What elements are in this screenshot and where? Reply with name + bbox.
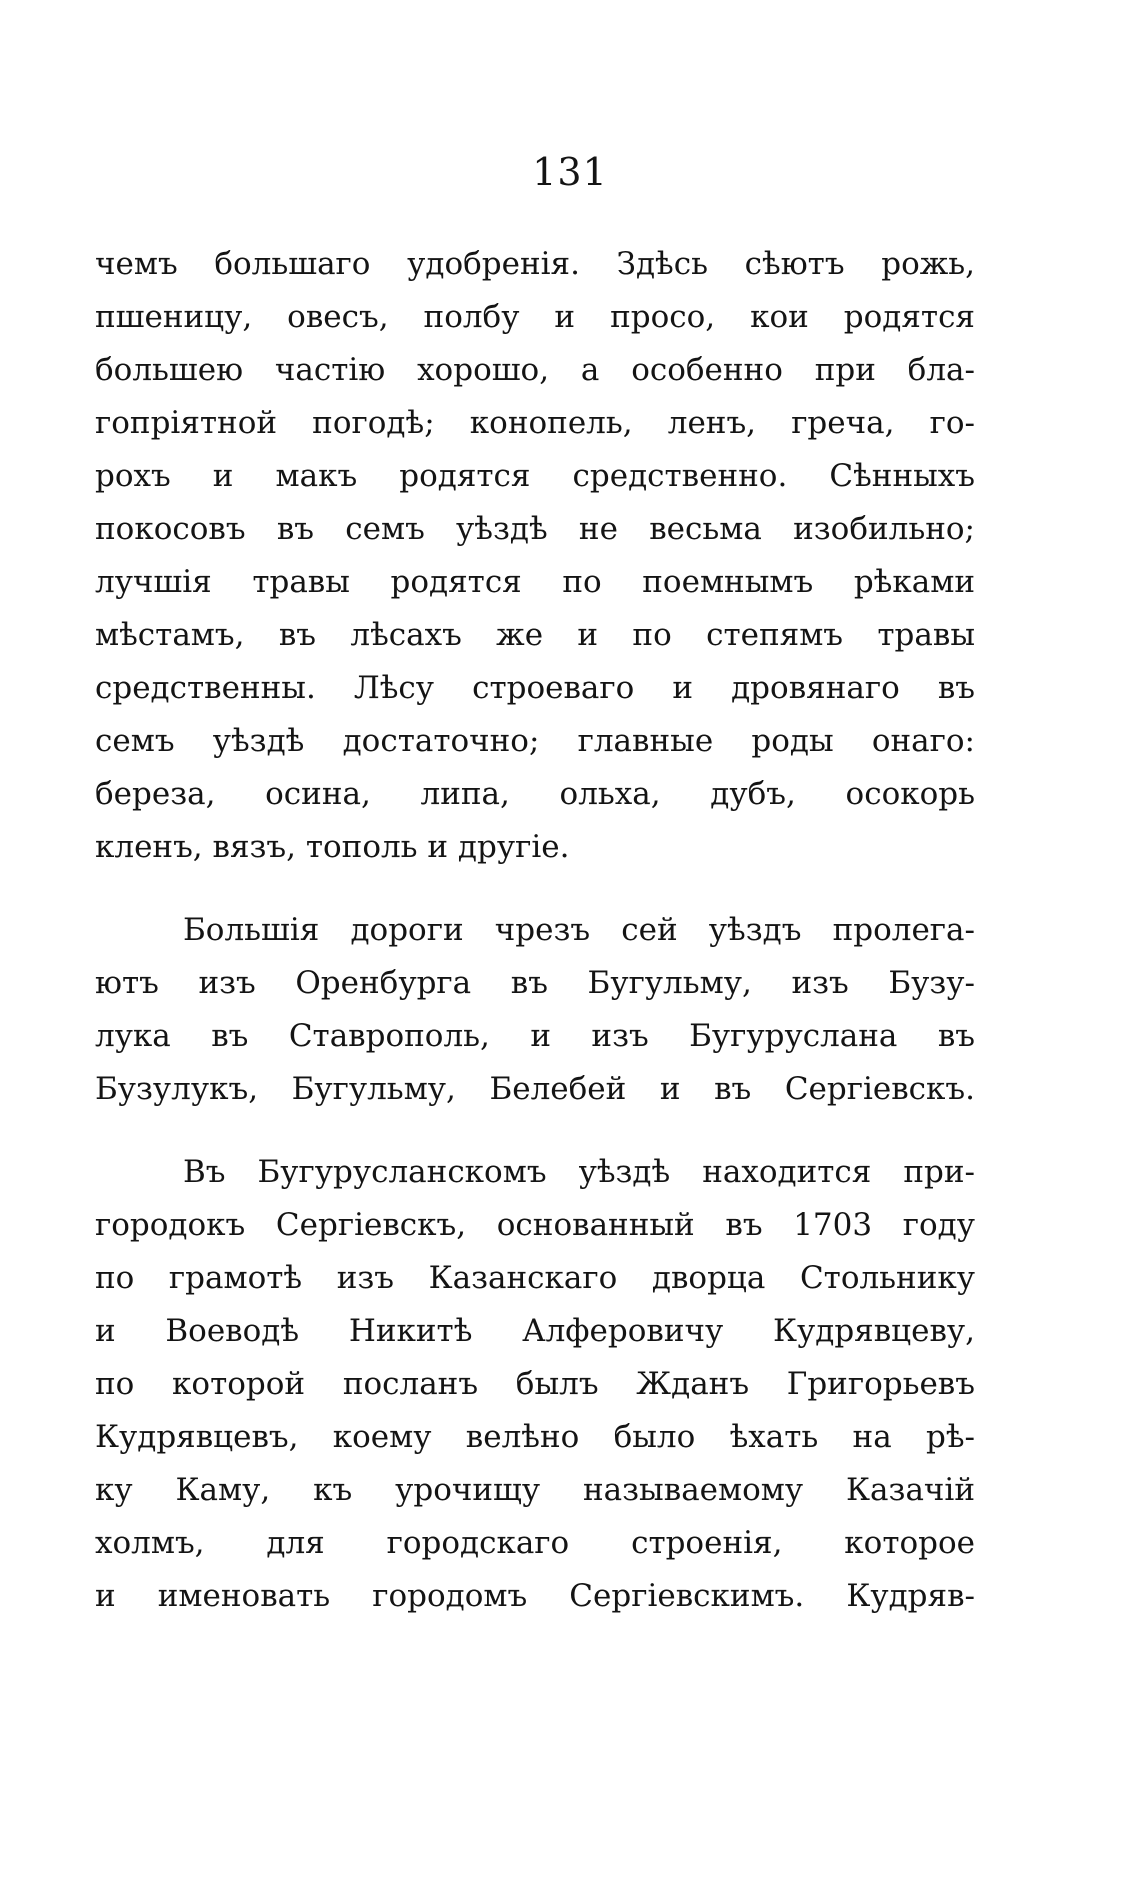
paragraph-3 <box>95 1146 975 1623</box>
text-line: холмъ, для городскаго строенія, которое <box>95 1525 975 1561</box>
text-line: чемъ большаго удобренія. Здѣсь сѣютъ рожь, <box>95 246 975 282</box>
text-line: мѣстамъ, въ лѣсахъ же и по степямъ травы <box>95 617 975 653</box>
text-line: ютъ изъ Оренбурга въ Бугульму, изъ Бузу- <box>95 965 975 1001</box>
text-line: и именовать городомъ Сергіевскимъ. Кудряв- <box>95 1578 975 1614</box>
text-line: по которой посланъ былъ Жданъ Григорьевъ <box>95 1366 975 1402</box>
text-line: городокъ Сергіевскъ, основанный въ 1703 году <box>95 1207 975 1243</box>
text-line: рохъ и макъ родятся средственно. Сѣнныхъ <box>95 458 975 494</box>
paragraph-1 <box>95 238 975 874</box>
text-line: покосовъ въ семъ уѣздѣ не весьма изобильно; <box>95 511 975 547</box>
text-line: по грамотѣ изъ Казанскаго дворца Стольнику <box>95 1260 975 1296</box>
text-line: кленъ, вязъ, тополь и другіе. <box>95 829 570 865</box>
page-number: 131 <box>532 150 608 194</box>
text-line: пшеницу, овесъ, полбу и просо, кои родятся <box>95 299 975 335</box>
text-line: Кудрявцевъ, коему велѣно было ѣхать на рѣ- <box>95 1419 975 1455</box>
text-line: лука въ Ставрополь, и изъ Бугуруслана въ <box>95 1018 975 1054</box>
paragraph-2 <box>95 904 975 1116</box>
text-line: и Воеводѣ Никитѣ Алферовичу Кудрявцеву, <box>95 1313 975 1349</box>
paragraph-spacer <box>95 874 975 904</box>
text-line: лучшія травы родятся по поемнымъ рѣками <box>95 564 975 600</box>
paragraph-spacer <box>95 1116 975 1146</box>
text-line: береза, осина, липа, ольха, дубъ, осокорь <box>95 776 975 812</box>
text-line: гопріятной погодѣ; конопель, ленъ, греча, го- <box>95 405 975 441</box>
text-line: средственны. Лѣсу строеваго и дровянаго въ <box>95 670 975 706</box>
text-line: Въ Бугурусланскомъ уѣздѣ находится при- <box>183 1154 975 1190</box>
text-line: семъ уѣздѣ достаточно; главные роды онаго: <box>95 723 975 759</box>
text-line: Бузулукъ, Бугульму, Белебей и въ Сергіевскъ. <box>95 1071 975 1107</box>
body-text <box>95 238 975 1623</box>
text-line: большею частію хорошо, а особенно при бла- <box>95 352 975 388</box>
text-line: ку Каму, къ урочищу называемому Казачій <box>95 1472 975 1508</box>
text-line: Большія дороги чрезъ сей уѣздъ пролега- <box>183 912 975 948</box>
